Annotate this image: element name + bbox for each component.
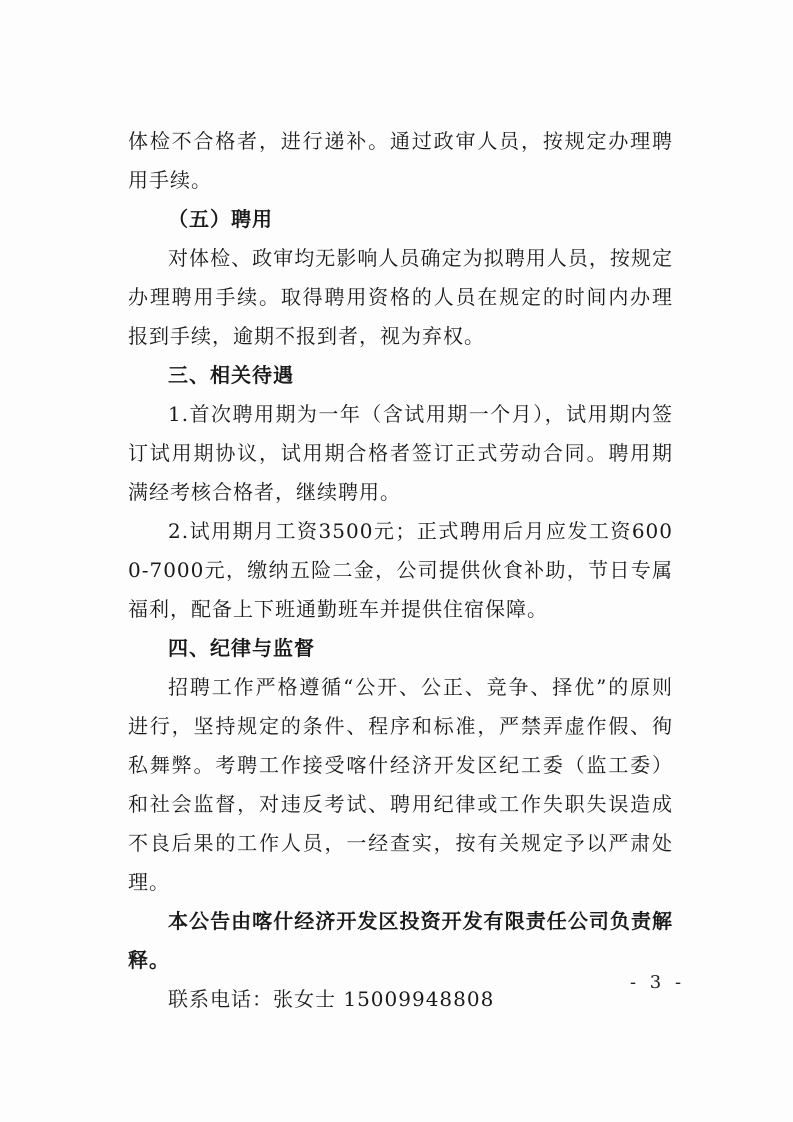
heading-benefits: 三、相关待遇 [168, 363, 294, 387]
paragraph-salary: 2.试用期月工资3500元；正式聘用后月应发工资6000-7000元，缴纳五险二金，公司提供伙食补助，节日专属福利，配备上下班通勤班车并提供住宿保障。 [128, 519, 673, 621]
contact-phone: 联系电话：张女士 15009948808 [168, 987, 495, 1011]
paragraph-contract-term: 1.首次聘用期为一年（含试用期一个月），试用期内签订试用期协议，试用期合格者签订正式劳动合同。聘用期满经考核合格者，继续聘用。 [128, 402, 673, 504]
paragraph-hiring: 对体检、政审均无影响人员确定为拟聘用人员，按规定办理聘用手续。取得聘用资格的人员在规定的时间内办理报到手续，逾期不报到者，视为弃权。 [128, 246, 673, 348]
heading-discipline: 四、纪律与监督 [168, 636, 315, 660]
paragraph-interpretation: 本公告由喀什经济开发区投资开发有限责任公司负责解释。 [128, 909, 673, 972]
page-number: - 3 - [630, 972, 686, 993]
paragraph-discipline: 招聘工作严格遵循“公开、公正、竞争、择优”的原则进行，坚持规定的条件、程序和标准，严禁弄虚作假、徇私舞弊。考聘工作接受喀什经济开发区纪工委（监工委）和社会监督，对违反考试、聘用纪律或工作失职失误造成不良后果的工作人员，一经查实，按有关规定予以严肃处理。 [128, 675, 673, 894]
heading-hiring: （五）聘用 [168, 207, 273, 231]
document-body [128, 122, 673, 1019]
paragraph-continuation: 体检不合格者，进行递补。通过政审人员，按规定办理聘用手续。 [128, 129, 673, 192]
